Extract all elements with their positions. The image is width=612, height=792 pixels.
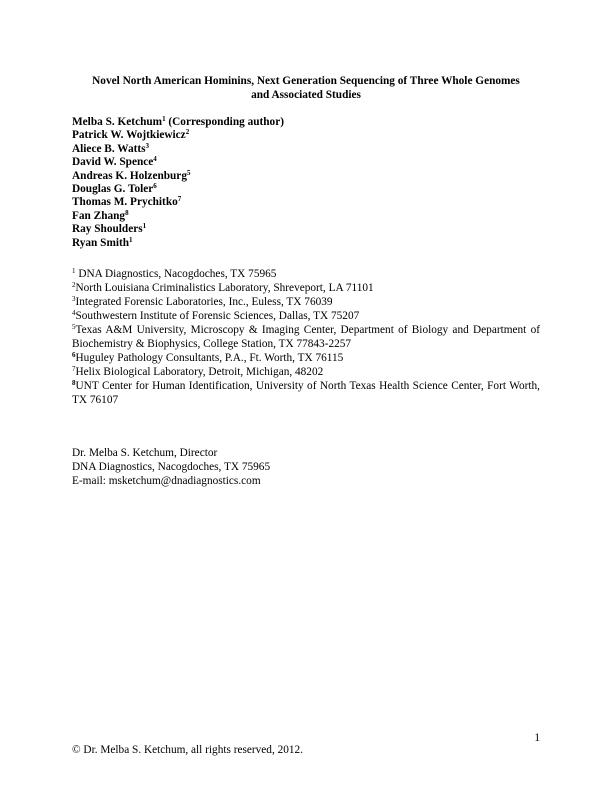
- contact-organization: DNA Diagnostics, Nacogdoches, TX 75965: [72, 461, 271, 473]
- affiliation-6: [72, 351, 540, 365]
- author-affiliation-mark: 5: [186, 168, 191, 177]
- affiliation-mark: 1: [72, 267, 76, 275]
- title-line-2: and Associated Studies: [251, 89, 361, 101]
- title-line-1: Novel North American Hominins, Next Generation Sequencing of Three Whole Genomes: [92, 75, 520, 87]
- author-affiliation-mark: 6: [153, 182, 157, 191]
- affiliation-text: Texas A&M University, Microscopy & Imaging Center, Department of Biology and Department of Biochemistry & Biophysics, College Station, TX 77843-2257: [72, 324, 540, 350]
- affiliation-5: [72, 323, 540, 351]
- author-smith: [72, 237, 540, 250]
- author-name: Aliece B. Watts: [72, 142, 146, 155]
- affiliation-4: [72, 309, 540, 323]
- affiliation-mark: 7: [72, 365, 76, 373]
- author-affiliation-mark: 1: [129, 235, 133, 244]
- affiliation-text: Southwestern Institute of Forensic Sciences, Dallas, TX 75207: [75, 310, 360, 322]
- affiliation-text: UNT Center for Human Identification, University of North Texas Health Science Center, Fort Worth, TX 76107: [72, 380, 540, 406]
- author-affiliation-mark: 3: [145, 141, 150, 150]
- author-affiliation-mark: 7: [177, 195, 182, 204]
- author-zhang: [72, 210, 540, 223]
- affiliation-8: [72, 379, 540, 407]
- author-list: [72, 116, 540, 250]
- author-affiliation-mark: 1: [162, 115, 166, 123]
- affiliation-mark: 3: [72, 295, 76, 303]
- contact-name: Dr. Melba S. Ketchum, Director: [72, 447, 218, 459]
- author-holzenburg: [72, 170, 540, 183]
- paper-title: [72, 74, 540, 102]
- author-name: Patrick W. Wojtkiewicz: [72, 129, 186, 142]
- author-shoulders: [72, 223, 540, 236]
- affiliation-text: North Louisiana Criminalistics Laboratory, Shreveport, LA 71101: [75, 282, 374, 294]
- affiliation-text: Helix Biological Laboratory, Detroit, Michigan, 48202: [75, 366, 324, 378]
- copyright-notice: © Dr. Melba S. Ketchum, all rights reserved, 2012.: [72, 744, 304, 756]
- author-name: Ryan Smith: [72, 236, 130, 249]
- author-ketchum: [72, 116, 540, 129]
- author-watts: [72, 143, 540, 156]
- author-note: (Corresponding author): [165, 116, 284, 128]
- affiliation-list: [72, 267, 540, 407]
- affiliation-text: Huguley Pathology Consultants, P.A., Ft. Worth, TX 76115: [75, 352, 344, 364]
- author-name: David W. Spence: [72, 156, 154, 169]
- author-affiliation-mark: 1: [142, 222, 147, 231]
- affiliation-text: DNA Diagnostics, Nacogdoches, TX 75965: [75, 268, 277, 280]
- affiliation-text: Integrated Forensic Laboratories, Inc., Euless, TX 76039: [75, 296, 333, 308]
- author-name: Fan Zhang: [72, 209, 126, 222]
- affiliation-7: [72, 365, 540, 379]
- author-affiliation-mark: 2: [185, 128, 190, 137]
- author-affiliation-mark: 8: [125, 208, 129, 217]
- affiliation-mark: 5: [72, 323, 76, 331]
- affiliation-mark: 4: [72, 309, 76, 317]
- affiliation-mark: 8: [72, 379, 76, 387]
- page-number: 1: [534, 732, 540, 744]
- author-spence: [72, 156, 540, 169]
- affiliation-mark: 6: [72, 351, 76, 359]
- author-name: Andreas K. Holzenburg: [72, 169, 187, 182]
- affiliation-2: [72, 281, 540, 295]
- affiliation-mark: 2: [72, 281, 76, 289]
- affiliation-3: [72, 295, 540, 309]
- contact-email: E-mail: msketchum@dnadiagnostics.com: [72, 475, 261, 487]
- author-affiliation-mark: 4: [153, 155, 157, 164]
- author-prychitko: [72, 196, 540, 209]
- author-name: Thomas M. Prychitko: [72, 196, 178, 209]
- author-name: Melba S. Ketchum: [72, 116, 163, 128]
- author-toler: [72, 183, 540, 196]
- author-name: Ray Shoulders: [72, 223, 143, 236]
- contact-block: [72, 446, 540, 488]
- affiliation-1: [72, 267, 540, 281]
- author-name: Douglas G. Toler: [72, 183, 154, 196]
- author-wojtkiewicz: [72, 129, 540, 142]
